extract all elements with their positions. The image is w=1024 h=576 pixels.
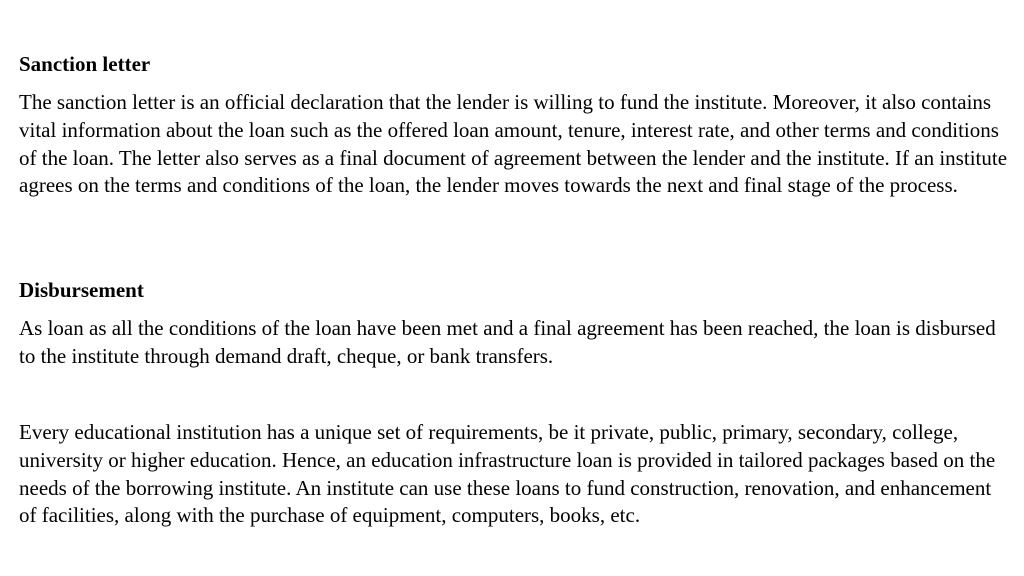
section-heading-sanction-letter: Sanction letter [19,52,151,76]
section-heading-disbursement: Disbursement [19,278,144,302]
section-paragraph-sanction-letter: The sanction letter is an official declaration that the lender is willing to fund the institute. Moreover, it also contains vital information about the loan such as the offered loan amount, tenure, interest rate, and other terms and conditions of the loan. The letter also serves as a final document of agreement between the lender and the institute. If an institute agrees on the terms and conditions of the loan, the lender moves towards the next and final stage of the process. [19,90,1008,198]
section-paragraph-disbursement: As loan as all the conditions of the loan have been met and a final agreement has been reached, the loan is disbursed to the institute through demand draft, cheque, or bank transfers. [19,316,996,368]
closing-paragraph: Every educational institution has a unique set of requirements, be it private, public, primary, secondary, college, university or higher education. Hence, an education infrastructure loan is provided in tailored packages based on the needs of the borrowing institute. An institute can use these loans to fund construction, renovation, and enhancement of facilities, along with the purchase of equipment, computers, books, etc. [19,420,996,528]
